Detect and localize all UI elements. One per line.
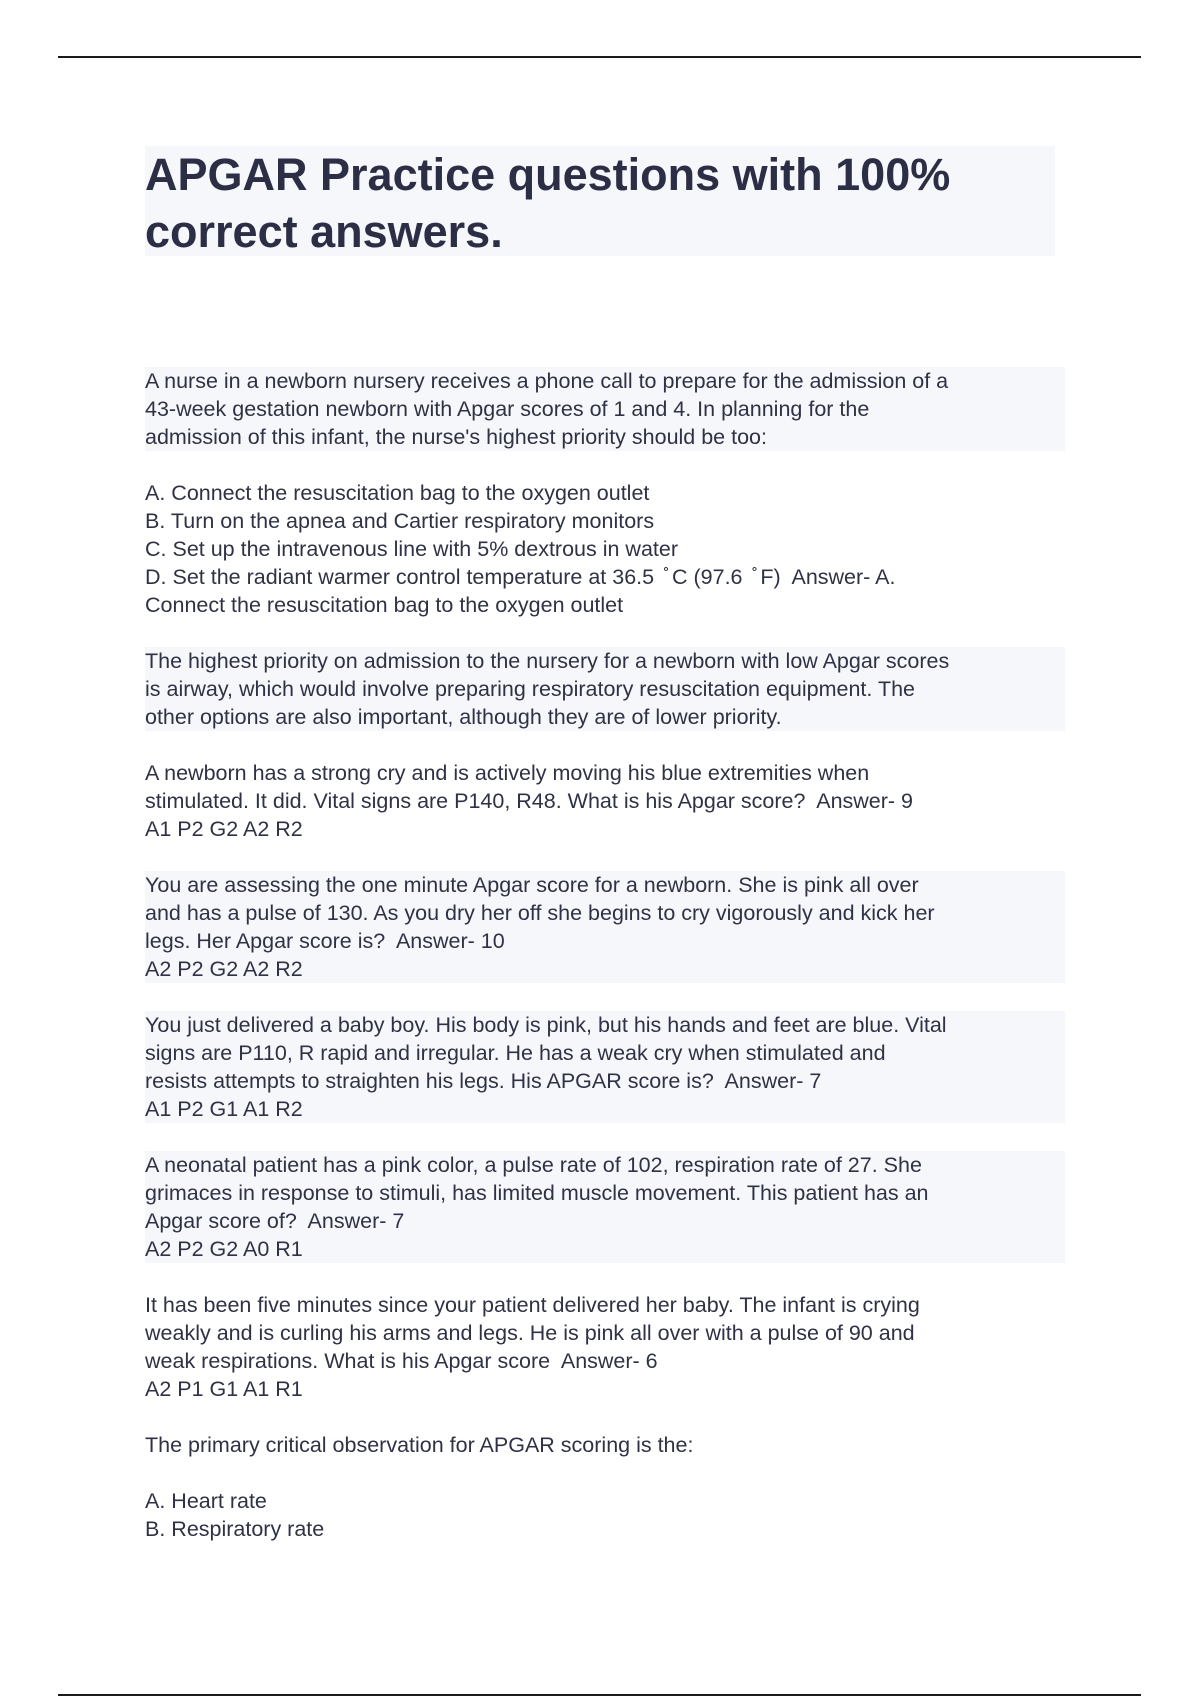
text-line: resists attempts to straighten his legs. His APGAR score is? Answer- 7 xyxy=(145,1067,1065,1095)
answer-options xyxy=(145,479,1065,619)
text-line: The primary critical observation for APGAR scoring is the: xyxy=(145,1433,694,1457)
question-paragraph xyxy=(145,871,1065,983)
text-line: stimulated. It did. Vital signs are P140, R48. What is his Apgar score? Answer- 9 xyxy=(145,789,914,813)
text-line: and has a pulse of 130. As you dry her off she begins to cry vigorously and kick her xyxy=(145,899,1065,927)
score-line: A2 P2 G2 A0 R1 xyxy=(145,1235,1065,1263)
page-title xyxy=(145,146,1055,260)
option-line: C. Set up the intravenous line with 5% dextrous in water xyxy=(145,537,679,561)
score-line: A1 P2 G1 A1 R2 xyxy=(145,1095,1065,1123)
text-line: weakly and is curling his arms and legs. He is pink all over with a pulse of 90 and xyxy=(145,1321,915,1345)
score-line: A2 P2 G2 A2 R2 xyxy=(145,955,1065,983)
text-line: signs are P110, R rapid and irregular. He has a weak cry when stimulated and xyxy=(145,1039,1065,1067)
question-paragraph xyxy=(145,367,1065,451)
question-paragraph xyxy=(145,1151,1065,1263)
document-body xyxy=(145,367,1065,1571)
title-line: APGAR Practice questions with 100% xyxy=(145,149,951,200)
question-paragraph xyxy=(145,1011,1065,1123)
text-line: Apgar score of? Answer- 7 xyxy=(145,1207,1065,1235)
option-line: B. Turn on the apnea and Cartier respiratory monitors xyxy=(145,509,655,533)
text-line: other options are also important, although they are of lower priority. xyxy=(145,703,1065,731)
text-line: A newborn has a strong cry and is actively moving his blue extremities when xyxy=(145,761,870,785)
text-line: You are assessing the one minute Apgar score for a newborn. She is pink all over xyxy=(145,871,1065,899)
text-line: You just delivered a baby boy. His body is pink, but his hands and feet are blue. Vital xyxy=(145,1011,1065,1039)
option-line: B. Respiratory rate xyxy=(145,1517,325,1541)
text-line: It has been five minutes since your patient delivered her baby. The infant is crying xyxy=(145,1293,920,1317)
option-line: A. Connect the resuscitation bag to the oxygen outlet xyxy=(145,481,650,505)
answer-options xyxy=(145,1487,1065,1543)
question-paragraph xyxy=(145,759,1065,843)
top-rule xyxy=(58,56,1141,58)
text-line: legs. Her Apgar score is? Answer- 10 xyxy=(145,927,1065,955)
text-line: A neonatal patient has a pink color, a pulse rate of 102, respiration rate of 27. She xyxy=(145,1151,1065,1179)
text-line: is airway, which would involve preparing respiratory resuscitation equipment. The xyxy=(145,675,1065,703)
text-line: weak respirations. What is his Apgar score Answer- 6 xyxy=(145,1349,658,1373)
question-paragraph xyxy=(145,1431,1065,1459)
option-line: A. Heart rate xyxy=(145,1489,267,1513)
score-line: A2 P1 G1 A1 R1 xyxy=(145,1377,303,1401)
text-line: 43-week gestation newborn with Apgar scores of 1 and 4. In planning for the xyxy=(145,395,1065,423)
option-line: Connect the resuscitation bag to the oxygen outlet xyxy=(145,593,624,617)
score-line: A1 P2 G2 A2 R2 xyxy=(145,817,303,841)
title-block xyxy=(145,146,1055,256)
rationale-paragraph xyxy=(145,647,1065,731)
text-line: The highest priority on admission to the nursery for a newborn with low Apgar scores xyxy=(145,647,1065,675)
text-line: admission of this infant, the nurse's highest priority should be too: xyxy=(145,423,1065,451)
bottom-rule xyxy=(58,1694,1141,1696)
option-line: D. Set the radiant warmer control temperature at 36.5 ̊ C (97.6 ̊ F) Answer- A. xyxy=(145,565,896,589)
text-line: grimaces in response to stimuli, has limited muscle movement. This patient has an xyxy=(145,1179,1065,1207)
question-paragraph xyxy=(145,1291,1065,1403)
text-line: A nurse in a newborn nursery receives a phone call to prepare for the admission of a xyxy=(145,367,1065,395)
title-line: correct answers. xyxy=(145,206,503,257)
